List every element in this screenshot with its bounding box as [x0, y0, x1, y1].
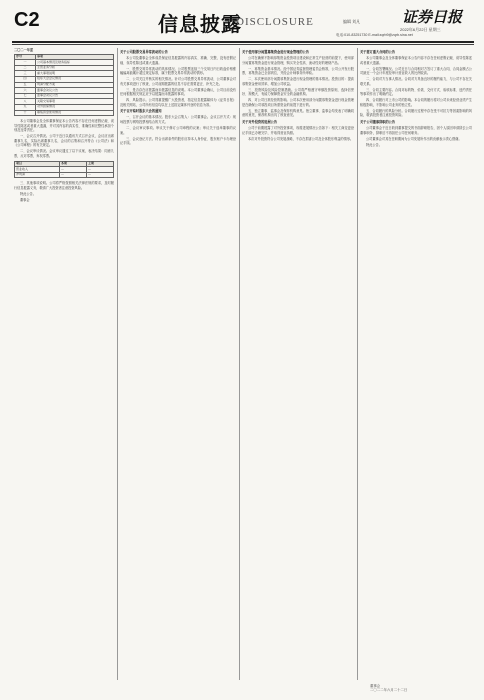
column-4 — [360, 48, 472, 680]
section-title-en: DISCLOSURE — [236, 16, 314, 28]
column-divider — [117, 48, 118, 680]
table-row: 净利润 — — — [15, 172, 114, 178]
paragraph: 本公司及董事会全体成员保证信息披露的内容真实、准确、完整，没有虚假记载、误导性陈述或重大遗漏。 — [120, 55, 236, 65]
article-heading: 关于对外投资的进展公告 — [242, 120, 278, 125]
paragraph: 二、会议审议事项。审议关于修订公司章程的议案；审议关于选举董事的议案。 — [120, 126, 236, 135]
column-divider — [357, 48, 358, 680]
paragraph: 一、会议召开情况。公司于近日以通讯方式召开会议，会议应出席董事九名，实际出席董事九名，会议的召集和召开符合《公司法》和《公司章程》的有关规定。 — [14, 134, 114, 148]
paragraph: 二、会议审议情况。会议审议通过了以下议案，表决结果：同意九票，反对零票，弃权零票。 — [14, 149, 114, 159]
paragraph: 二、本次使用部分闲置募集资金进行现金管理的基本情况。投资目的：提高募集资金使用效率，增加公司收益。 — [242, 77, 354, 86]
paragraph: 三、投资风险及风险控制措施。公司将严格遵守审慎投资原则，选择信誉好、规模大、有能力保障资金安全的金融机构。 — [242, 87, 354, 97]
header-rule-thin — [12, 44, 474, 45]
table-row: 八 关联交易事项 — [15, 99, 114, 105]
paragraph: 一、股票交易异常波动的具体情况。公司股票连续三个交易日内日收盘价格涨幅偏离值累计超过规定标准，属于股票交易异常波动的情形。 — [120, 66, 236, 76]
column-divider — [239, 48, 240, 680]
table-row: 六 董事会决议公告 — [15, 88, 114, 94]
table-row: 七 监事会决议公告 — [15, 93, 114, 99]
paragraph: 四、合同履行对上市公司的影响。本合同的履行将对公司未来经营业绩产生积极影响，不影响公司业务的独立性。 — [360, 98, 472, 107]
table-row: 五 利润分配方案 — [15, 82, 114, 88]
table-row: 十 募集资金使用情况 — [15, 110, 114, 116]
paragraph: 公司董事会于近日收到董事提交的书面辞职报告，因个人原因申请辞去公司董事职务，辞职后不再担任公司任何职务。 — [360, 126, 472, 135]
editor-line: 编辑 刘凡 — [343, 19, 361, 24]
paragraph: 特此公告。 — [366, 142, 382, 147]
column-2 — [120, 48, 236, 680]
paragraph: 三、会议登记方法。符合出席条件的股东应持本人身份证、股东账户卡办理登记手续。 — [120, 136, 236, 146]
paragraph: 公司董事会对其在任职期间为公司发展所作出的贡献表示衷心感谢。 — [366, 136, 462, 141]
paragraph: 三、其他事项说明。公司将严格按照相关法律法规的要求，及时履行信息披露义务，敬请广大投资者注意投资风险。 — [14, 181, 114, 191]
article-heading: 关于召开临时股东大会的通知 — [120, 109, 162, 114]
paragraph: 特此公告。 — [20, 192, 36, 197]
paragraph: 四、风险提示。公司郑重提醒广大投资者，指定信息披露媒体为《证券日报》及相关网站，公司所有信息均以在上述指定媒体刊登的信息为准。 — [120, 98, 236, 107]
paragraph: 三、合同主要内容。合同对标的物、价款、交付方式、验收标准、违约责任等事项作出了明确约定。 — [360, 87, 472, 97]
column-3 — [242, 48, 354, 680]
paragraph: 三、是否存在应披露而未披露信息的说明。本公司董事会确认，公司目前没有任何根据相关规定应予以披露而未披露的事项。 — [120, 87, 236, 97]
paragraph: 董事会 — [20, 198, 30, 202]
table-row: 一 公司基本情况及财务指标 — [15, 60, 114, 66]
paragraph: 公司于前期披露了对外投资事项，现将进展情况公告如下：相关工商变更登记手续已办理完毕，并取得营业执照。 — [242, 126, 354, 135]
table-row: 二 主营业务分析 — [15, 65, 114, 71]
paragraph: 本次对外投资符合公司发展战略，不存在损害公司及全体股东利益的情形。 — [248, 136, 354, 141]
article-heading: 关于公司董事辞职的公告 — [360, 120, 396, 125]
items-table — [14, 54, 114, 117]
table-row: 三 重大事项说明 — [15, 71, 114, 77]
section-title: 信息披露 — [158, 12, 242, 36]
table-row: 九 对外担保情况 — [15, 104, 114, 110]
article-heading: 关于签订重大合同的公告 — [360, 50, 396, 54]
paragraph: 五、独立董事、监事会及保荐机构意见。独立董事、监事会均发表了明确同意的意见，保荐机构出具了核查意见。 — [242, 108, 354, 118]
paragraph: 公司在确保不影响募集资金投资项目建设和正常生产经营的前提下，使用部分闲置募集资金进行现金管理，购买安全性高、流动性好的理财产品。 — [242, 55, 354, 65]
masthead — [0, 0, 484, 42]
table-header-index: 序号 — [15, 54, 36, 60]
table-caption: 二〇二一年度 — [14, 48, 34, 52]
paragraph: 本公司董事会及全体董事保证本公告内容不存在任何虚假记载、误导性陈述或者重大遗漏。 — [360, 55, 472, 65]
header-rule — [12, 41, 474, 43]
table-row: 营业收入 — — — [15, 167, 114, 173]
paragraph: 本公司董事会及全体董事保证本公告内容不存在任何虚假记载、误导性陈述或者重大遗漏，并对其内容的真实性、准确性和完整性承担个别及连带责任。 — [14, 119, 114, 133]
column-1 — [14, 48, 114, 680]
paragraph: 一、募集资金基本情况。经中国证券监督管理委员会核准，公司公开发行股票，募集资金已全部到位，并经会计师事务所审验。 — [242, 66, 354, 76]
summary-table: 项目 本期 上期 营业收入 — — 净利润 — — — [14, 161, 114, 179]
paragraph: 五、合同履行的风险分析。合同履行过程中存在受不可抗力等因素影响的风险，敬请投资者注意投资风险。 — [360, 108, 472, 118]
date-line: 2022年6月22日 星期三 — [400, 27, 441, 32]
paragraph: 一、合同签署概况。公司近日与合同相对方签订了重大合同，合同金额占公司最近一个会计年度经审计营业收入的比例较高。 — [360, 66, 472, 76]
table-header-item: 事项 — [36, 54, 114, 60]
table-row: 四 股东大会会议情况 — [15, 76, 114, 82]
paragraph: 二、合同对方当事人情况。合同对方具备良好的履约能力，与公司不存在关联关系。 — [360, 77, 472, 86]
article-heading: 关于公司股票交易异常波动的公告 — [120, 50, 168, 54]
article-heading: 关于使用部分闲置募集资金进行现金管理的公告 — [242, 50, 309, 54]
paragraph: 四、对公司日常经营的影响。公司本次使用部分闲置募集资金进行现金管理是在确保公司募投项目所需资金的前提下进行的。 — [242, 98, 354, 107]
paragraph: 二、公司关注并核实的相关情况。针对公司股票交易异常波动，公司董事会对有关事项进行了核查，公司前期披露的信息不存在需要更正、补充之处。 — [120, 77, 236, 86]
signature-line: 董事会 — [370, 684, 381, 688]
signature-date: 二〇二二年六月二十二日 — [370, 688, 408, 693]
signature-block — [370, 684, 407, 693]
contact-line: 电话:010-83251730 E-mail:zqrb9@zqrb.sina.net — [336, 33, 413, 37]
paragraph: 一、召开会议的基本情况。股东大会召集人：公司董事会。会议召开方式：现场投票与网络投票相结合的方式。 — [120, 115, 236, 125]
paper-logo: 证券日报 — [402, 8, 463, 26]
page-number: C2 — [14, 9, 40, 31]
